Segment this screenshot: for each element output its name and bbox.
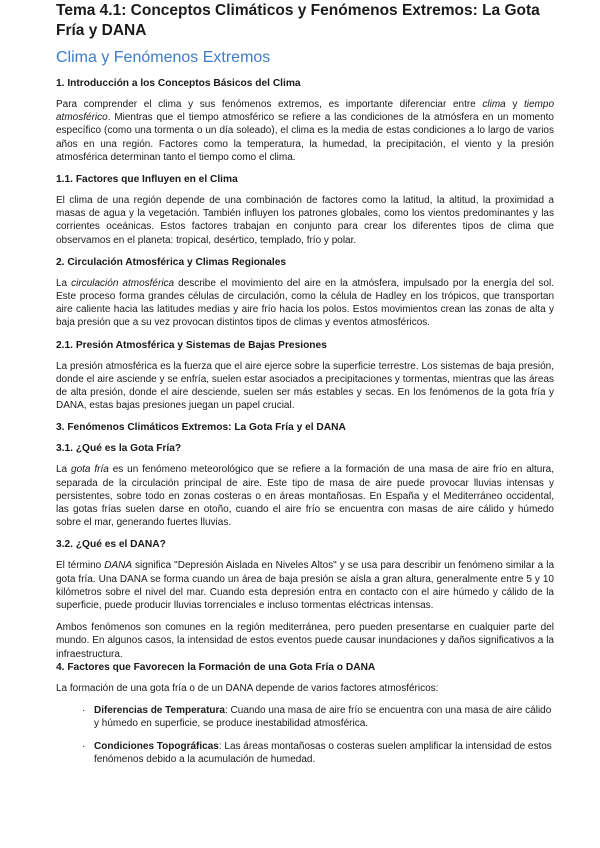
heading-atmospheric-pressure: 2.1. Presión Atmosférica y Sistemas de Bajas Presiones [56,339,327,351]
heading-formation-factors: 4. Factores que Favorecen la Formación de una Gota Fría o DANA [56,661,376,673]
paragraph-climate-factors: El clima de una región depende de una combinación de factores como la latitud, la altitud, la proximidad a masas de agua y la vegetación. También influyen los patrones globales, como los vientos predominantes y las corrientes oceánicas. Estos factores trabajan en conjunto para crear los diferentes tipos de clima que observamos en el planeta: tropical, desértico, templado, frío y polar. [56,195,554,246]
paragraph-intro-climate: Para comprender el clima y sus fenómenos extremos, es importante diferenciar entre clima y tiempo atmosférico. Mientras que el tiempo atmosférico se refiere a las condiciones de la atmósfera en un momento específico (como una tormenta o un día soleado), el clima es la media de estas condiciones a lo largo de varios años en una región. Factores como la temperatura, la humedad, la precipitación, el viento y la presión atmosférica determinan tanto el tiempo como el clima. [56,99,555,163]
bullet-icon: · [82,705,86,717]
heading-extreme-phenomena: 3. Fenómenos Climáticos Extremos: La Gota Fría y el DANA [56,422,346,434]
heading-gota-fria: 3.1. ¿Qué es la Gota Fría? [56,443,182,455]
section-subtitle: Clima y Fenómenos Extremos [56,49,271,66]
paragraph-formation-intro: La formación de una gota fría o de un DANA depende de varios factores atmosféricos: [56,682,439,694]
paragraph-atmospheric-circulation: La circulación atmosférica describe el movimiento del aire en la atmósfera, impulsado por la energía del sol. Este proceso forma grandes células de circulación, como la célula de Hadley en los trópicos, que transportan aire caliente hacia las latitudes medias y aire frío hacia los polos. Estos movimientos crean las zonas de alta y baja presión que a su vez provocan distintos tipos de climas y eventos atmosféricos. [56,277,554,329]
document-title: Tema 4.1: Conceptos Climáticos y Fenómenos Extremos: La Gota Fría y DANA [56,2,540,39]
heading-dana: 3.2. ¿Qué es el DANA? [56,539,166,551]
heading-intro-climate: 1. Introducción a los Conceptos Básicos del Clima [56,78,301,89]
paragraph-mediterranean: Ambos fenómenos son comunes en la región mediterránea, pero pueden presentarse en cualquier parte del mundo. En algunos casos, la intensidad de estos eventos puede causar inundaciones y daños significativos a la infraestructura. [56,622,554,660]
paragraph-dana: El término DANA significa "Depresión Aislada en Niveles Altos" y se usa para describir un fenómeno similar a la gota fría. Una DANA se forma cuando un área de baja presión se aísla a gran altura, generalmente entre 5 y 10 kilómetros sobre el nivel del mar. Cuando esta depresión entra en contacto con el aire húmedo y cálido de la superficie, puede producir lluvias torrenciales e incluso tormentas eléctricas intensas. [56,560,555,612]
paragraph-gota-fria: La gota fría es un fenómeno meteorológico que se refiere a la formación de una masa de aire frío en altura, separada de la circulación principal de aire. Este tipo de masa de aire puede provocar lluvias intensas y persistentes, sobre todo en zonas costeras o en áreas montañosas. En España y el Mediterráneo occidental, las gotas frías suelen darse en otoño, cuando el aire frío se encuentra con masas de aire cálido y húmedo sobre el mar, generando fuertes lluvias. [56,464,554,529]
heading-climate-factors: 1.1. Factores que Influyen en el Clima [56,174,238,186]
paragraph-atmospheric-pressure: La presión atmosférica es la fuerza que el aire ejerce sobre la superficie terrestre. Los sistemas de baja presión, donde el aire asciende y se enfría, suelen estar asociados a precipitaciones y tormentas, mientras que las áreas de alta presión, donde el aire desciende, suelen ser más estables y secas. En los fenómenos de la gota fría y DANA, estas bajas presiones juegan un papel crucial. [56,360,554,412]
heading-atmospheric-circulation: 2. Circulación Atmosférica y Climas Regionales [56,256,287,268]
formation-factors-list [56,704,554,766]
list-item: · Condiciones Topográficas: Las áreas montañosas o costeras suelen amplificar la intensidad de estos fenómenos debido a la acumulación de humedad. [82,740,552,765]
list-item: · Diferencias de Temperatura: Cuando una masa de aire frío se encuentra con una masa de aire cálido y húmedo en superficie, se produce inestabilidad atmosférica. [82,705,552,730]
bullet-icon: · [82,740,86,752]
